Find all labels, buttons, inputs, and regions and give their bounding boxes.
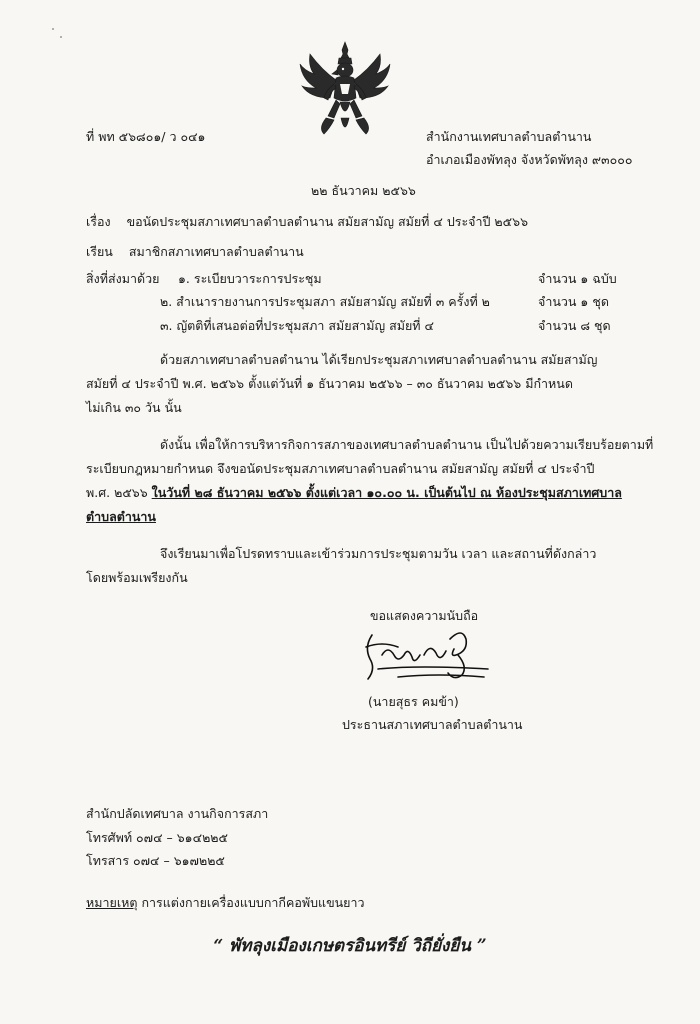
body-paragraph-2-line: ดังนั้น เพื่อให้การบริหารกิจการสภาของเทศบาลตำบลตำนาน เป็นไปด้วยความเรียบร้อยตามที่ — [160, 437, 654, 452]
scan-speck — [60, 36, 62, 38]
office-name: สำนักงานเทศบาลตำบลตำนาน — [426, 129, 592, 144]
meeting-datetime-emphasis: ในวันที่ ๒๘ ธันวาคม ๒๕๖๖ ตั้งแต่เวลา ๑๐.๐๐ น. เป็นต้นไป ณ ห้องประชุมสภาเทศบาล — [151, 485, 622, 500]
issuing-department: สำนักปลัดเทศบาล งานกิจการสภา — [86, 806, 269, 821]
enclosure-quantity: จำนวน ๑ ชุด — [538, 294, 609, 309]
garuda-emblem-icon — [296, 40, 394, 140]
body-paragraph-1-line: ด้วยสภาเทศบาลตำบลตำนาน ได้เรียกประชุมสภาเทศบาลตำบลตำนาน สมัยสามัญ — [160, 352, 598, 367]
letter-date: ๒๒ ธันวาคม ๒๕๖๖ — [311, 183, 416, 198]
office-address: อำเภอเมืองพัทลุง จังหวัดพัทลุง ๙๓๐๐๐ — [426, 152, 633, 167]
enclosure-item: ๓. ญัตติที่เสนอต่อที่ประชุมสภา สมัยสามัญ สมัยที่ ๔ — [160, 318, 434, 333]
enclosure-quantity: จำนวน ๘ ชุด — [538, 318, 611, 333]
body-paragraph-1-line: สมัยที่ ๔ ประจำปี พ.ศ. ๒๕๖๖ ตั้งแต่วันที่ ๑ ธันวาคม ๒๕๖๖ – ๓๐ ธันวาคม ๒๕๖๖ มีกำหนด — [86, 376, 573, 391]
phone-number: โทรศัพท์ ๐๗๔ – ๖๑๔๒๒๕ — [86, 830, 229, 845]
body-paragraph-3-line: โดยพร้อมเพรียงกัน — [86, 570, 188, 585]
note-label: หมายเหตุ — [86, 895, 138, 910]
enclosure-item: ๑. ระเบียบวาระการประชุม — [178, 271, 322, 286]
meeting-location-emphasis: ตำบลตำนาน — [86, 509, 156, 524]
enclosures-label: สิ่งที่ส่งมาด้วย — [86, 271, 160, 286]
body-paragraph-2-line: ระเบียบกฎหมายกำหนด จึงขอนัดประชุมสภาเทศบาลตำบลตำนาน สมัยสามัญ สมัยที่ ๔ ประจำปี — [86, 461, 595, 476]
body-paragraph-3-line: จึงเรียนมาเพื่อโปรดทราบและเข้าร่วมการประชุมตามวัน เวลา และสถานที่ดังกล่าว — [160, 546, 597, 561]
subject-text: ขอนัดประชุมสภาเทศบาลตำบลตำนาน สมัยสามัญ สมัยที่ ๔ ประจำปี ๒๕๖๖ — [126, 214, 529, 229]
enclosure-quantity: จำนวน ๑ ฉบับ — [538, 271, 617, 286]
subject-line — [86, 212, 528, 232]
reference-number: ที่ พท ๕๖๘๐๑/ ว ๐๔๑ — [86, 129, 206, 144]
body-paragraph-2-line — [86, 483, 622, 503]
year-prefix: พ.ศ. ๒๕๖๖ — [86, 485, 148, 500]
subject-label: เรื่อง — [86, 214, 111, 229]
handwritten-signature — [358, 625, 498, 687]
body-paragraph-1-line: ไม่เกิน ๓๐ วัน นั้น — [86, 400, 182, 415]
scan-speck — [52, 28, 54, 30]
note-line — [86, 893, 365, 913]
signatory-position: ประธานสภาเทศบาลตำบลตำนาน — [342, 717, 523, 732]
body-paragraph-2-line — [86, 507, 156, 527]
recipient-line — [86, 242, 304, 262]
signatory-name: (นายสุธร คมข้า) — [368, 694, 459, 709]
fax-number: โทรสาร ๐๗๔ – ๖๑๗๒๒๕ — [86, 853, 225, 868]
recipient-text: สมาชิกสภาเทศบาลตำบลตำนาน — [128, 244, 304, 259]
note-text: การแต่งกายเครื่องแบบกากีคอพับแขนยาว — [141, 895, 365, 910]
enclosure-item: ๒. สำเนารายงานการประชุมสภา สมัยสามัญ สมัยที่ ๓ ครั้งที่ ๒ — [160, 294, 490, 309]
closing-salutation: ขอแสดงความนับถือ — [370, 608, 479, 623]
provincial-motto: “ พัทลุงเมืองเกษตรอินทรีย์ วิถียั่งยืน ” — [213, 936, 487, 956]
recipient-label: เรียน — [86, 244, 113, 259]
